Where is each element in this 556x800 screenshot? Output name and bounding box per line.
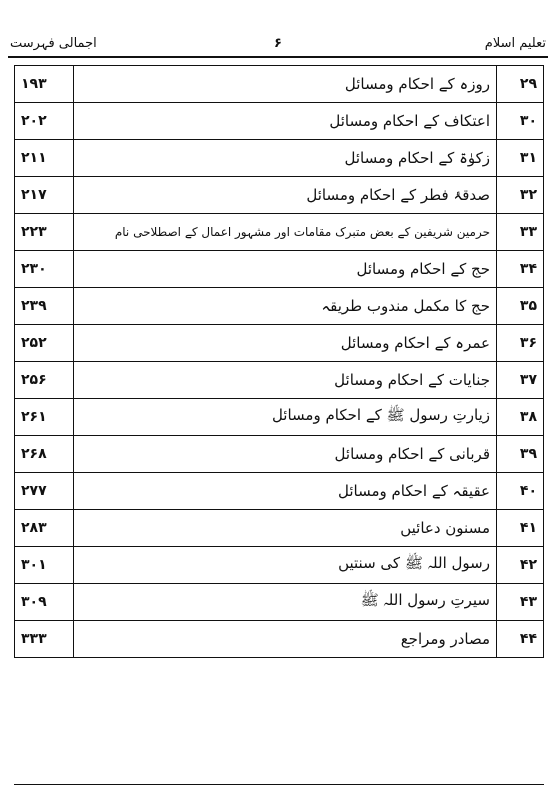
chapter-page: ۳۳۳ xyxy=(15,621,74,658)
chapter-page: ۳۰۹ xyxy=(15,584,74,621)
chapter-page: ۲۰۲ xyxy=(15,103,74,140)
toc-row[interactable] xyxy=(15,436,544,473)
chapter-number: ۴۲ xyxy=(497,547,544,584)
chapter-title: قربانی کے احکام ومسائل xyxy=(74,436,497,473)
chapter-number: ۳۹ xyxy=(497,436,544,473)
chapter-number: ۳۵ xyxy=(497,288,544,325)
book-title: تعلیم اسلام xyxy=(484,36,546,51)
chapter-title: زکوٰۃ کے احکام ومسائل xyxy=(74,140,497,177)
chapter-title: حج کے احکام ومسائل xyxy=(74,251,497,288)
toc-row[interactable] xyxy=(15,140,544,177)
chapter-title: مسنون دعائیں xyxy=(74,510,497,547)
chapter-title: جنایات کے احکام ومسائل xyxy=(74,362,497,399)
page-header xyxy=(8,30,548,58)
chapter-page: ۲۵۶ xyxy=(15,362,74,399)
chapter-title: صدقۂ فطر کے احکام ومسائل xyxy=(74,177,497,214)
chapter-title: حرمین شریفین کے بعض متبرک مقامات اور مشہور اعمال کے اصطلاحی نام xyxy=(74,214,497,251)
chapter-page: ۲۱۱ xyxy=(15,140,74,177)
chapter-number: ۴۱ xyxy=(497,510,544,547)
chapter-number: ۴۰ xyxy=(497,473,544,510)
toc-row[interactable] xyxy=(15,362,544,399)
chapter-number: ۴۳ xyxy=(497,584,544,621)
page-number: ۶ xyxy=(274,36,282,51)
chapter-page: ۲۸۳ xyxy=(15,510,74,547)
toc-row[interactable] xyxy=(15,103,544,140)
toc-row[interactable] xyxy=(15,251,544,288)
chapter-title: عقیقہ کے احکام ومسائل xyxy=(74,473,497,510)
chapter-number: ۲۹ xyxy=(497,66,544,103)
chapter-page: ۲۳۰ xyxy=(15,251,74,288)
chapter-number: ۳۳ xyxy=(497,214,544,251)
toc-row[interactable] xyxy=(15,66,544,103)
chapter-number: ۳۸ xyxy=(497,399,544,436)
chapter-number: ۳۰ xyxy=(497,103,544,140)
chapter-title: سیرتِ رسول اللہ ﷺ xyxy=(74,584,497,621)
toc-row[interactable] xyxy=(15,621,544,658)
chapter-number: ۳۷ xyxy=(497,362,544,399)
toc-row[interactable] xyxy=(15,325,544,362)
toc-row[interactable] xyxy=(15,399,544,436)
chapter-title: حج کا مکمل مندوب طریقہ xyxy=(74,288,497,325)
chapter-page: ۲۶۸ xyxy=(15,436,74,473)
toc-row[interactable] xyxy=(15,288,544,325)
toc-row[interactable] xyxy=(15,547,544,584)
chapter-title: زیارتِ رسول ﷺ کے احکام ومسائل xyxy=(74,399,497,436)
toc-row[interactable] xyxy=(15,584,544,621)
chapter-title: روزہ کے احکام ومسائل xyxy=(74,66,497,103)
chapter-title: عمرہ کے احکام ومسائل xyxy=(74,325,497,362)
chapter-page: ۲۲۳ xyxy=(15,214,74,251)
chapter-page: ۲۶۱ xyxy=(15,399,74,436)
toc-row[interactable] xyxy=(15,214,544,251)
bottom-divider xyxy=(14,784,544,785)
toc-row[interactable] xyxy=(15,473,544,510)
chapter-page: ۲۱۷ xyxy=(15,177,74,214)
toc-row[interactable] xyxy=(15,177,544,214)
table-of-contents xyxy=(14,65,544,658)
chapter-number: ۳۲ xyxy=(497,177,544,214)
chapter-title: رسول اللہ ﷺ کی سنتیں xyxy=(74,547,497,584)
chapter-page: ۲۵۲ xyxy=(15,325,74,362)
chapter-page: ۲۷۷ xyxy=(15,473,74,510)
chapter-title: اعتکاف کے احکام ومسائل xyxy=(74,103,497,140)
chapter-page: ۳۰۱ xyxy=(15,547,74,584)
chapter-number: ۳۶ xyxy=(497,325,544,362)
toc-row[interactable] xyxy=(15,510,544,547)
chapter-page: ۲۳۹ xyxy=(15,288,74,325)
section-title: اجمالی فہرست xyxy=(10,36,97,51)
chapter-number: ۴۴ xyxy=(497,621,544,658)
chapter-page: ۱۹۳ xyxy=(15,66,74,103)
chapter-title: مصادر ومراجع xyxy=(74,621,497,658)
chapter-number: ۳۴ xyxy=(497,251,544,288)
chapter-number: ۳۱ xyxy=(497,140,544,177)
